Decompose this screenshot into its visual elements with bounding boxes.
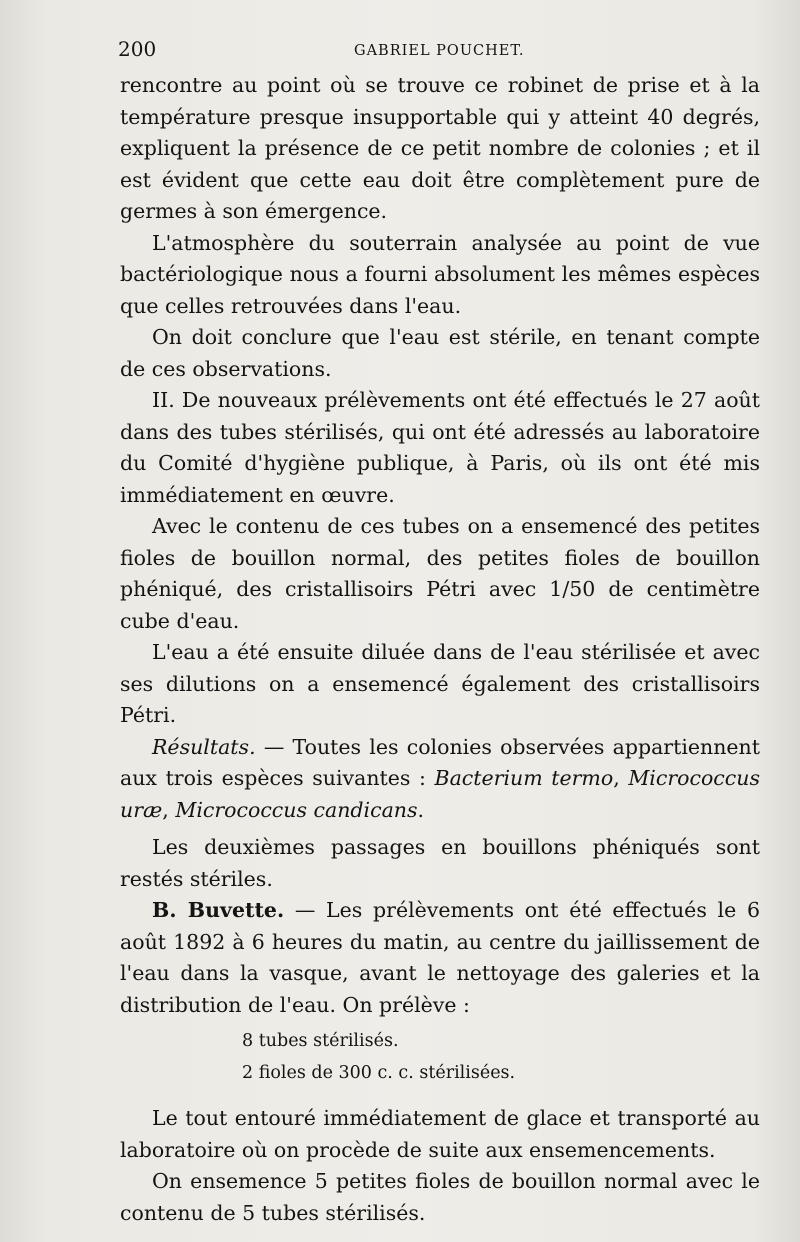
results-text: — Toutes les colonies observées appartiennent aux trois espèces suivantes :: [120, 734, 760, 790]
paragraph-3: On doit conclure que l'eau est stérile, en tenant compte de ces observations.: [120, 325, 760, 381]
paragraph-results: Résultats. — Toutes les colonies observées appartiennent aux trois espèces suivantes : Bacterium termo, Micrococcus uræ, Micrococcus candicans.: [120, 734, 760, 822]
results-label: Résultats.: [152, 734, 256, 759]
buvette-text: — Les prélèvements ont été effectués le 6 août 1892 à 6 heures du matin, au centre du jaillissement de l'eau dans la vasque, avant le nettoyage des galeries et la distribution de l'eau. On prélève :: [120, 898, 760, 1017]
page-header: [118, 34, 758, 64]
species-3: Micrococcus candicans: [175, 797, 418, 822]
list-item: 8 tubes stérilisés.: [242, 1031, 399, 1051]
paragraph-11: On ensemence 5 petites fioles de bouillon normal avec le contenu de 5 tubes stérilisés.: [120, 1169, 760, 1225]
paragraph-1: rencontre au point où se trouve ce robinet de prise et à la température presque insupportable qui y atteint 40 degrés, expliquent la présence de ce petit nombre de colonies ; et il est évident que cette eau doit être complètement pure de germes à son émergence.: [120, 73, 760, 223]
paragraph-4: II. De nouveaux prélèvements ont été effectués le 27 août dans des tubes stérilisés, qui ont été adressés au laboratoire du Comité d'hygiène publique, à Paris, où ils ont été mis immédiatement en œuvre.: [120, 388, 760, 507]
sample-list: [242, 1025, 760, 1089]
paragraph-buvette: [120, 895, 760, 1021]
paragraph-2: L'atmosphère du souterrain analysée au point de vue bactériologique nous a fourni absolument les mêmes espèces que celles retrouvées dans l'eau.: [120, 230, 760, 318]
list-item: 2 fioles de 300 c. c. stérilisées.: [242, 1063, 516, 1083]
paragraph-10: Le tout entouré immédiatement de glace et transporté au laboratoire où on procède de suite aux ensemencements.: [120, 1106, 760, 1162]
species-2: Micrococcus uræ: [120, 766, 760, 822]
paragraph-5: Avec le contenu de ces tubes on a ensemencé des petites fioles de bouillon normal, des petites fioles de bouillon phéniqué, des cristallisoirs Pétri avec 1/50 de centimètre cube d'eau.: [120, 514, 760, 633]
text-body: [120, 70, 760, 1229]
paragraph-8: Les deuxièmes passages en bouillons phéniqués sont restés stériles.: [120, 835, 760, 891]
page-number: 200: [118, 37, 157, 61]
running-head: GABRIEL POUCHET.: [354, 43, 525, 59]
species-1: Bacterium termo: [434, 766, 614, 790]
paragraph-6: L'eau a été ensuite diluée dans de l'eau stérilisée et avec ses dilutions on a ensemencé également des cristallisoirs Pétri.: [120, 640, 760, 727]
buvette-label: B. Buvette.: [152, 898, 285, 922]
